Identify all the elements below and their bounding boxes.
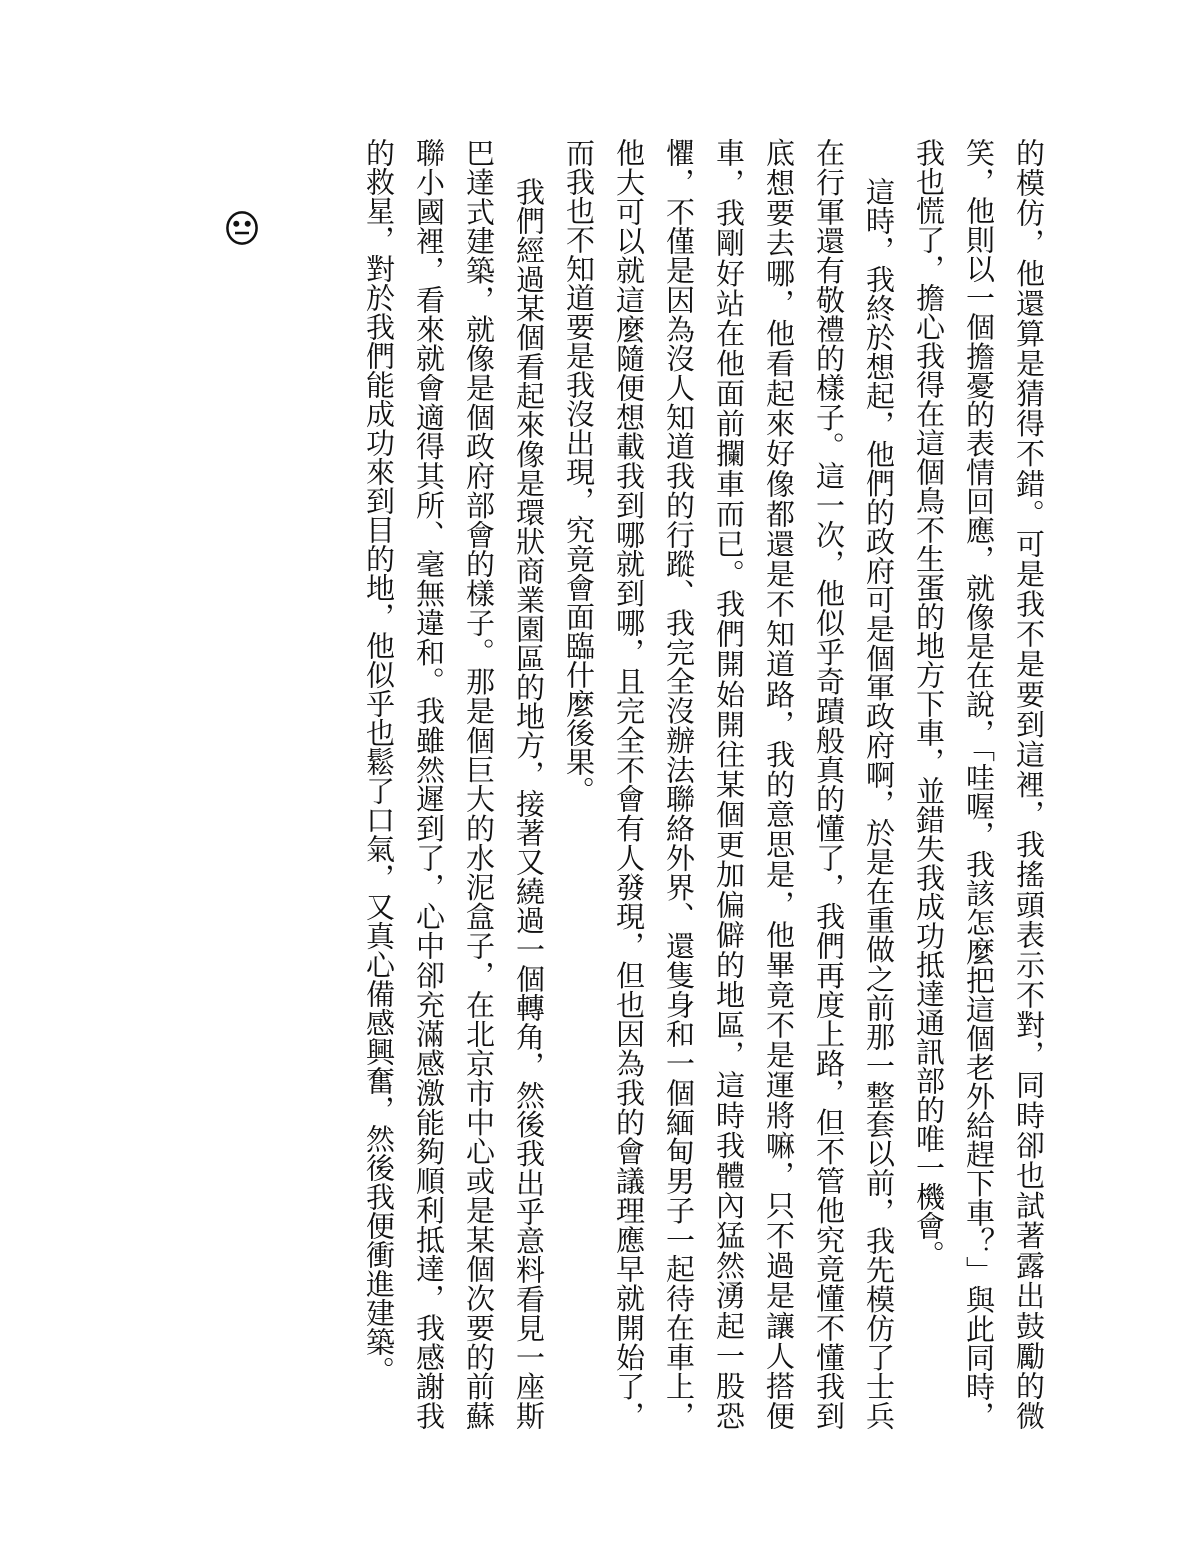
paragraph-3: 我們經過某個看起來像是環狀商業園區的地方，接著又繞過一個轉角，然後我出乎意料看見一座斯巴達式建築，就像是個政府部會的樣子。那是個巨大的水泥盒子，在北京市中心或是某個次要的前蘇聯小國裡，看來就會適得其所、毫無違和。我雖然遲到了，心中卻充滿感激能夠順利抵達，我感謝我的救星，對於我們能成功來到目的地，他似乎也鬆了口氣，又真心備感興奮，然後我便衝進建築。	[362, 138, 546, 1430]
paragraph-1: 的模仿，他還算是猜得不錯。可是我不是要到這裡，我搖頭表示不對，同時卻也試著露出鼓勵的微笑，他則以一個擔憂的表情回應，就像是在說，「哇喔，我該怎麼把這個老外給趕下車？」與此同時，我也慌了，擔心我得在這個鳥不生蛋的地方下車，並錯失我成功抵達通訊部的唯一機會。	[912, 138, 1046, 1430]
neutral-face-icon	[225, 210, 259, 246]
paragraph-2: 這時，我終於想起，他們的政府可是個軍政府啊，於是在重做之前那一整套以前，我先模仿了士兵在行軍還有敬禮的樣子。這一次，他似乎奇蹟般真的懂了，我們再度上路，但不管他究竟懂不懂我到底想要去哪，他看起來好像都還是不知道路，我的意思是，他畢竟不是運將嘛，只不過是讓人搭便車，我剛好站在他面前攔車而已。我們開始開往某個更加偏僻的地區，這時我體內猛然湧起一股恐懼，不僅是因為沒人知道我的行蹤、我完全沒辦法聯絡外界、還隻身和一個緬甸男子一起待在車上，他大可以就這麼隨便想載我到哪就到哪，且完全不會有人發現，但也因為我的會議理應早就開始了，而我也不知道要是我沒出現，究竟會面臨什麼後果。	[562, 138, 896, 1430]
vertical-text-block	[354, 138, 1054, 1430]
